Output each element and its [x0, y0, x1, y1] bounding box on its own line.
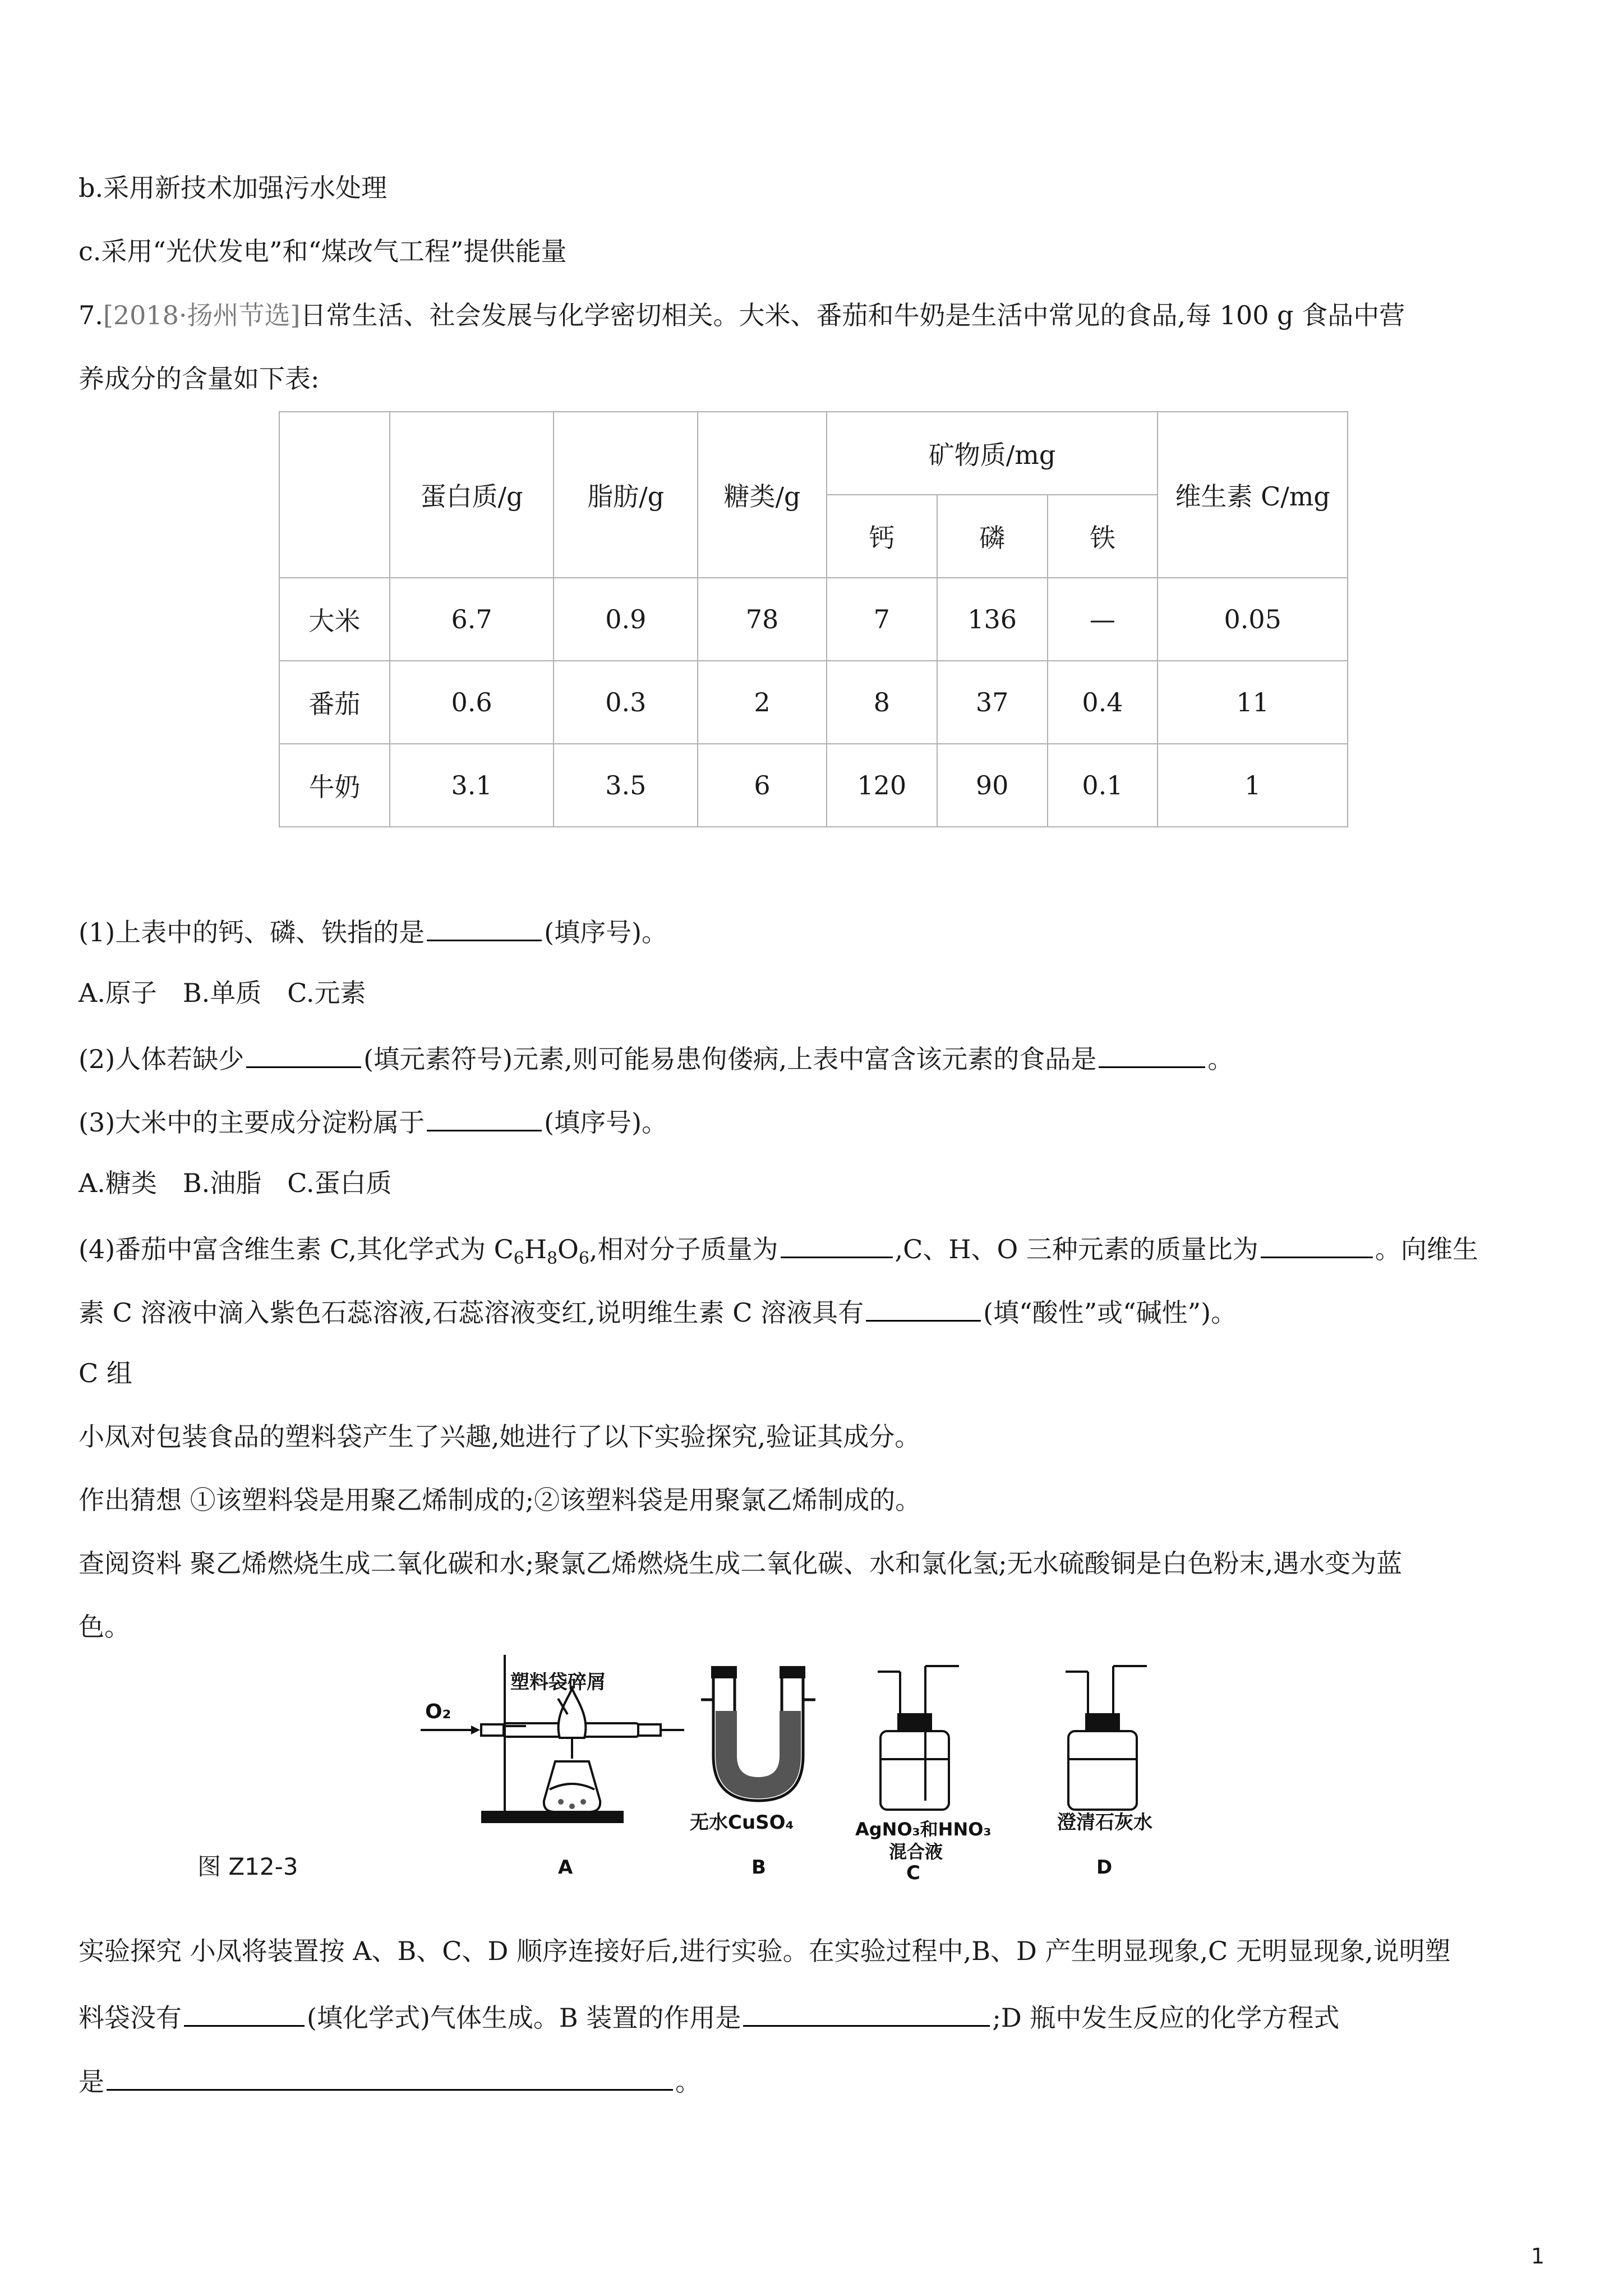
cell-calcium: 120 [827, 744, 937, 827]
header-phosphorus: 磷 [937, 495, 1048, 578]
figure-letter-a: A [558, 1856, 573, 1879]
row-name: 大米 [279, 578, 390, 661]
question-4-line-2 [79, 1293, 1237, 1329]
question-4-text: ,C、H、O 三种元素的质量比为 [895, 1234, 1258, 1264]
question-3-text: (3)大米中的主要成分淀粉属于 [79, 1107, 425, 1138]
answer-blank[interactable] [184, 1998, 305, 2027]
group-c-intro: 小凤对包装食品的塑料袋产生了兴趣,她进行了以下实验探究,验证其成分。 [79, 1421, 921, 1452]
question-3 [79, 1103, 667, 1139]
experiment-text: 。 [675, 2067, 701, 2097]
cell-fat: 0.9 [554, 578, 698, 661]
hypothesis-line: 作出猜想 ①该塑料袋是用聚乙烯制成的;②该塑料袋是用聚氯乙烯制成的。 [79, 1485, 921, 1515]
question-source: [2018·扬州节选] [103, 300, 301, 330]
experiment-line-1: 实验探究 小凤将装置按 A、B、C、D 顺序连接好后,进行实验。在实验过程中,B、D 产生明显现象,C 无明显现象,说明塑 [79, 1936, 1451, 1966]
question-4-text: 素 C 溶液中滴入紫色石蕊溶液,石蕊溶液变红,说明维生素 C 溶液具有 [79, 1297, 864, 1328]
apparatus-d [1057, 1666, 1152, 1879]
option-c-line: c.采用“光伏发电”和“煤改气工程”提供能量 [79, 236, 567, 266]
answer-blank[interactable] [743, 1998, 990, 2027]
table-row [279, 744, 1348, 827]
bag-scrap-label: 塑料袋碎屑 [510, 1671, 606, 1694]
question-1-text-end: (填序号)。 [544, 917, 668, 947]
row-name: 番茄 [279, 661, 390, 744]
table-row [279, 578, 1348, 661]
cell-protein: 6.7 [390, 578, 554, 661]
cell-fat: 0.3 [554, 661, 698, 744]
formula-subscript: 6 [513, 1249, 524, 1269]
header-calcium: 钙 [827, 495, 937, 578]
question-1-options: A.原子 B.单质 C.元素 [79, 978, 366, 1008]
question-7-line-2: 养成分的含量如下表: [79, 364, 320, 394]
header-vitamin-c: 维生素 C/mg [1158, 412, 1348, 578]
cell-vitamin-c: 1 [1158, 744, 1348, 827]
references-line-1: 查阅资料 聚乙烯燃烧生成二氧化碳和水;聚氯乙烯燃烧生成二氧化碳、水和氯化氢;无水硫酸铜是白色粉末,遇水变为蓝 [79, 1548, 1403, 1579]
answer-blank[interactable] [246, 1039, 361, 1068]
question-7-line-1 [79, 298, 1405, 332]
cell-calcium: 7 [827, 578, 937, 661]
question-1-text: (1)上表中的钙、磷、铁指的是 [79, 917, 425, 947]
cell-sugar: 2 [698, 661, 827, 744]
o2-label: O₂ [425, 1700, 451, 1723]
cell-phosphorus: 37 [937, 661, 1048, 744]
apparatus-figure [421, 1655, 1223, 1890]
page-number: 1 [1530, 2244, 1544, 2269]
apparatus-b [690, 1666, 815, 1879]
header-protein: 蛋白质/g [390, 412, 554, 578]
cell-iron: 0.1 [1048, 744, 1158, 827]
answer-blank[interactable] [427, 1103, 542, 1131]
cell-vitamin-c: 0.05 [1158, 578, 1348, 661]
figure-letter-c: C [906, 1862, 920, 1884]
answer-blank[interactable] [866, 1293, 981, 1322]
answer-blank[interactable] [427, 913, 542, 941]
question-4-text: (4)番茄中富含维生素 C,其化学式为 C [79, 1234, 514, 1264]
cell-fat: 3.5 [554, 744, 698, 827]
question-2 [79, 1039, 1233, 1076]
cell-protein: 3.1 [390, 744, 554, 827]
formula-subscript: 8 [547, 1249, 558, 1269]
apparatus-a [421, 1655, 684, 1879]
option-b-line: b.采用新技术加强污水处理 [79, 173, 388, 203]
cell-calcium: 8 [827, 661, 937, 744]
cell-phosphorus: 136 [937, 578, 1048, 661]
question-4-text: ,相对分子质量为 [589, 1234, 778, 1264]
formula-subscript: 6 [578, 1249, 589, 1269]
experiment-text: (填化学式)气体生成。B 装置的作用是 [307, 2003, 741, 2033]
experiment-text: ;D 瓶中发生反应的化学方程式 [992, 2003, 1340, 2033]
answer-blank[interactable] [1261, 1230, 1373, 1258]
cuso4-label: 无水CuSO₄ [690, 1811, 794, 1834]
limewater-label: 澄清石灰水 [1057, 1811, 1152, 1834]
question-3-options: A.糖类 B.油脂 C.蛋白质 [79, 1168, 392, 1198]
question-1 [79, 913, 667, 949]
mixed-liquid-label: 混合液 [889, 1841, 943, 1862]
experiment-text: 料袋没有 [79, 2003, 182, 2033]
nutrition-table [279, 411, 1348, 827]
figure-letter-b: B [751, 1856, 766, 1879]
answer-blank[interactable] [107, 2062, 673, 2091]
table-row [279, 661, 1348, 744]
experiment-line-2 [79, 1998, 1339, 2035]
header-iron: 铁 [1048, 495, 1158, 578]
question-3-text-end: (填序号)。 [544, 1107, 668, 1138]
cell-vitamin-c: 11 [1158, 661, 1348, 744]
question-4-text: (填“酸性”或“碱性”)。 [983, 1297, 1237, 1328]
row-name: 牛奶 [279, 744, 390, 827]
question-4-text: 。向维生 [1375, 1234, 1478, 1264]
question-text: 日常生活、社会发展与化学密切相关。大米、番茄和牛奶是生活中常见的食品,每 100 g 食品中营 [300, 300, 1405, 330]
question-4-line-1 [79, 1230, 1478, 1276]
answer-blank[interactable] [1099, 1039, 1205, 1068]
figure-caption: 图 Z12-3 [197, 1853, 298, 1880]
apparatus-c [855, 1666, 991, 1884]
cell-sugar: 6 [698, 744, 827, 827]
header-fat: 脂肪/g [554, 412, 698, 578]
group-c-title: C 组 [79, 1358, 132, 1388]
answer-blank[interactable] [781, 1230, 893, 1258]
cell-sugar: 78 [698, 578, 827, 661]
header-sugar: 糖类/g [698, 412, 827, 578]
agno3-label: AgNO₃和HNO₃ [855, 1819, 992, 1840]
cell-iron: — [1048, 578, 1158, 661]
experiment-line-3 [79, 2062, 701, 2099]
cell-phosphorus: 90 [937, 744, 1048, 827]
question-2-text-mid: (填元素符号)元素,则可能易患佝偻病,上表中富含该元素的食品是 [363, 1044, 1097, 1074]
question-2-text: (2)人体若缺少 [79, 1044, 245, 1074]
references-line-2: 色。 [79, 1612, 130, 1642]
figure-letter-d: D [1096, 1856, 1113, 1879]
question-2-text-end: 。 [1207, 1044, 1234, 1074]
header-minerals: 矿物质/mg [827, 412, 1158, 495]
formula-element: O [557, 1234, 579, 1264]
cell-protein: 0.6 [390, 661, 554, 744]
experiment-text: 是 [79, 2067, 104, 2097]
question-number: 7. [79, 300, 103, 330]
formula-element: H [524, 1234, 547, 1264]
cell-iron: 0.4 [1048, 661, 1158, 744]
header-empty-cell [279, 412, 390, 578]
